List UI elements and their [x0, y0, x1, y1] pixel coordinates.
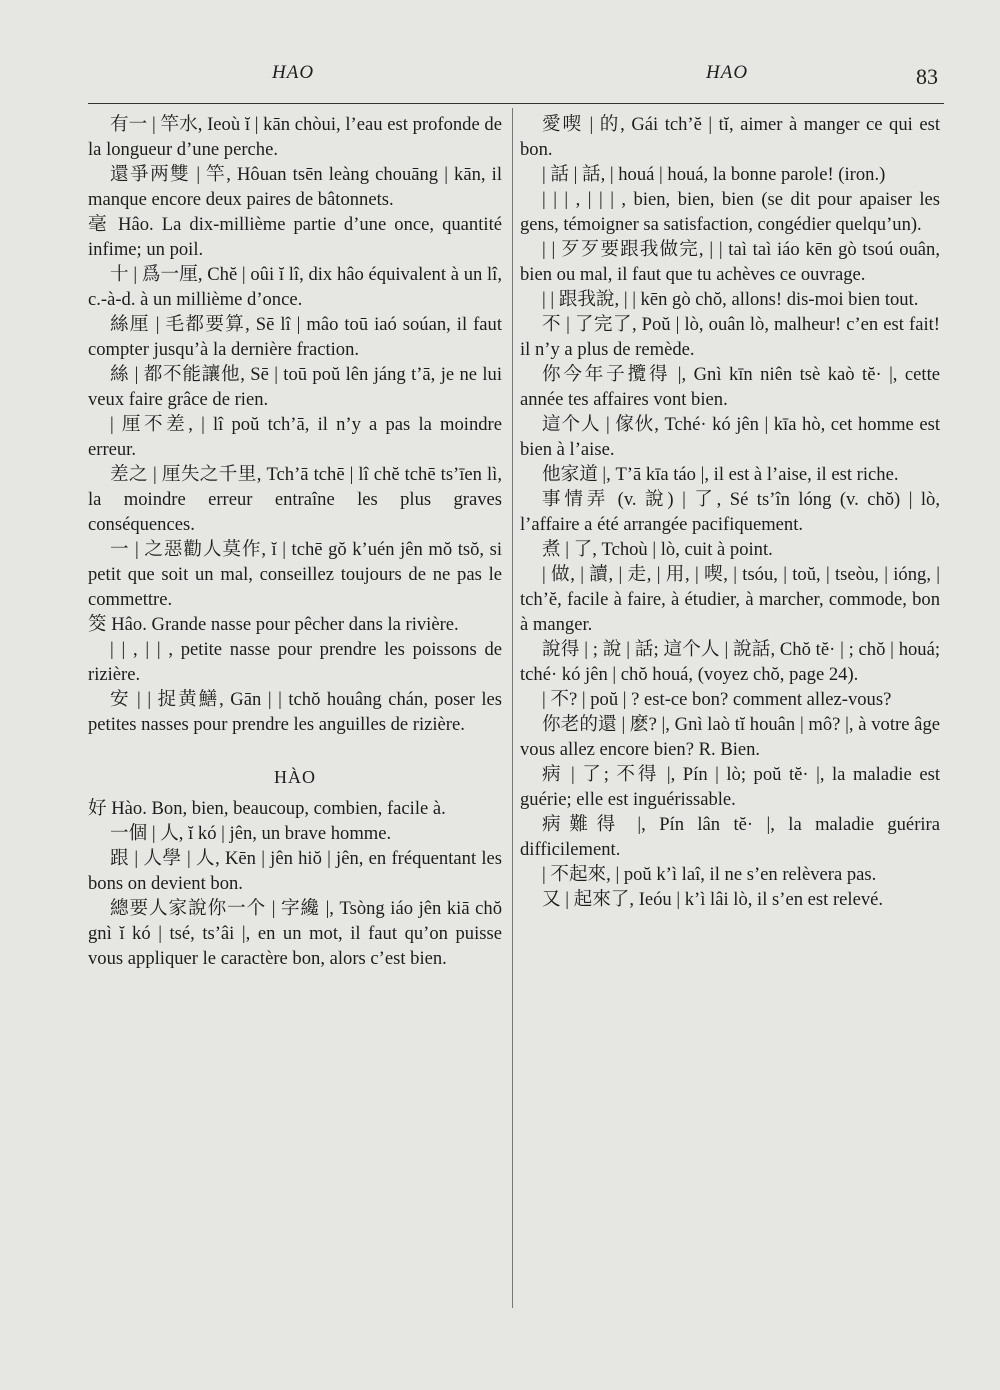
dictionary-entry: 愛喫 | 的, Gái tch’ĕ | tĭ, aimer à manger ce qui est bon. — [520, 114, 940, 160]
dictionary-entry: 病難得 |, Pín lân tĕ· |, la maladie guérira difficilement. — [520, 814, 940, 860]
dictionary-entry: 不 | 了完了, Poŭ | lò, ouân lò, malheur! c’en est fait! il n’y a plus de remède. — [520, 314, 940, 360]
dictionary-entry: 一 | 之惡勸人莫作, ĭ | tchē gŏ k’uén jên mŏ tsŏ, si petit que soit un mal, conseillez toujours de ne pas le commettre. — [88, 539, 502, 610]
headword-entry: 筊 Hâo. Grande nasse pour pêcher dans la rivière. — [88, 614, 459, 635]
headword-entry: 毫 Hâo. La dix-millième partie d’une once, quantité infime; un poil. — [88, 214, 502, 260]
dictionary-entry: 差之 | 厘失之千里, Tch’ā tchē | lî chĕ tchē ts’īen lì, la moindre erreur entraîne les plus graves conséquences. — [88, 464, 502, 535]
dictionary-entry: | 厘不差, | lî poŭ tch’ā, il n’y a pas la moindre erreur. — [88, 414, 502, 460]
dictionary-entry: | | | , | | | , bien, bien, bien (se dit pour apaiser les gens, témoigner sa satisfaction, congédier quelqu’un). — [520, 189, 940, 235]
dictionary-entry: 病 | 了; 不得 |, Pín | lò; poŭ tĕ· |, la maladie est guérie; elle est inguérissable. — [520, 764, 940, 810]
dictionary-entry: 還爭两雙 | 竿, Hôuan tsēn leàng chouāng | kān, il manque encore deux paires de bâtonnets. — [88, 164, 502, 210]
dictionary-entry: 這个人 | 傢伙, Tché· kó jên | kīa hò, cet homme est bien à l’aise. — [520, 414, 940, 460]
right-column — [520, 112, 940, 912]
column-divider — [512, 108, 513, 1308]
dictionary-entry: 絲厘 | 毛都要算, Sē lî | mâo toū iaó soúan, il faut compter jusqu’à la dernière fraction. — [88, 314, 502, 360]
dictionary-entry: 有一 | 竿水, Ieoù ĭ | kān chòui, l’eau est profonde de la longueur d’une perche. — [88, 114, 502, 160]
dictionary-entry: 你老的還 | 麽? |, Gnì laò tĭ houân | mô? |, à votre âge vous allez encore bien? R. Bien. — [520, 714, 940, 760]
dictionary-entry: 又 | 起來了, Ieóu | k’ì lâi lò, il s’en est relevé. — [542, 889, 884, 910]
dictionary-entry: 一個 | 人, ĭ kó | jên, un brave homme. — [110, 823, 392, 844]
left-column — [88, 112, 502, 971]
running-header-right: HAO — [706, 62, 749, 83]
dictionary-entry: 他家道 |, T’ā kīa táo |, il est à l’aise, il est riche. — [542, 464, 899, 485]
dictionary-entry: | | 歹歹要跟我做完, | | taì taì iáo kēn gò tsoú ouân, bien ou mal, il faut que tu achèves ce ouvrage. — [520, 239, 940, 285]
section-heading: HÀO — [274, 767, 316, 787]
dictionary-entry: | | 跟我說, | | kēn gò chŏ, allons! dis-moi bien tout. — [542, 289, 919, 310]
dictionary-entry: 安 | | 捉黄鱔, Gān | | tchŏ houâng chán, poser les petites nasses pour prendre les anguilles de rizière. — [88, 689, 502, 735]
dictionary-entry: | 不? | poŭ | ? est-ce bon? comment allez-vous? — [542, 689, 892, 710]
dictionary-entry: 煮 | 了, Tchoù | lò, cuit à point. — [542, 539, 773, 560]
dictionary-entry: 絲 | 都不能讓他, Sē | toū poŭ lên jáng t’ā, je ne lui veux faire grâce de rien. — [88, 364, 502, 410]
headword-entry: 好 Hào. Bon, bien, beaucoup, combien, facile à. — [88, 798, 446, 819]
page-number: 83 — [916, 64, 938, 89]
dictionary-entry: 說得 | ; 說 | 話; 這个人 | 說話, Chŏ tĕ· | ; chŏ | houá; tché· kó jên | chŏ houá, (voyez chŏ, page 24). — [520, 639, 940, 685]
dictionary-entry: 十 | 爲一厘, Chĕ | oûi ĭ lî, dix hâo équivalent à un lî, c.-à-d. à un millième d’once. — [88, 264, 502, 310]
dictionary-entry: 你今年子攬得 |, Gnì kīn niên tsè kaò tĕ· |, cette année tes affaires vont bien. — [520, 364, 940, 410]
dictionary-entry: 總要人家說你一个 | 字纔 |, Tsòng iáo jên kiā chŏ gnì ĭ kó | tsé, ts’âi |, en un mot, il faut qu’on puisse vous appliquer le caractère bon, alors c’est bien. — [88, 898, 502, 969]
dictionary-entry: 事情弄 (v. 說) | 了, Sé ts’în lóng (v. chŏ) | lò, l’affaire a été arrangée pacifiquement. — [520, 489, 940, 535]
dictionary-entry: | 話 | 話, | houá | houá, la bonne parole! (iron.) — [542, 164, 886, 185]
dictionary-entry: | | , | | , petite nasse pour prendre les poissons de rizière. — [88, 639, 502, 685]
running-header-left: HAO — [272, 62, 315, 83]
dictionary-entry: | 做, | 讀, | 走, | 用, | 喫, | tsóu, | toŭ, | tseòu, | ióng, | tch’ĕ, facile à faire, à étudier, à marcher, commode, bon à manger. — [520, 564, 940, 635]
dictionary-entry: 跟 | 人學 | 人, Kēn | jên hiŏ | jên, en fréquentant les bons on devient bon. — [88, 848, 502, 894]
dictionary-entry: | 不起來, | poŭ k’ì laî, il ne s’en relèvera pas. — [542, 864, 877, 885]
header-rule — [88, 103, 944, 104]
